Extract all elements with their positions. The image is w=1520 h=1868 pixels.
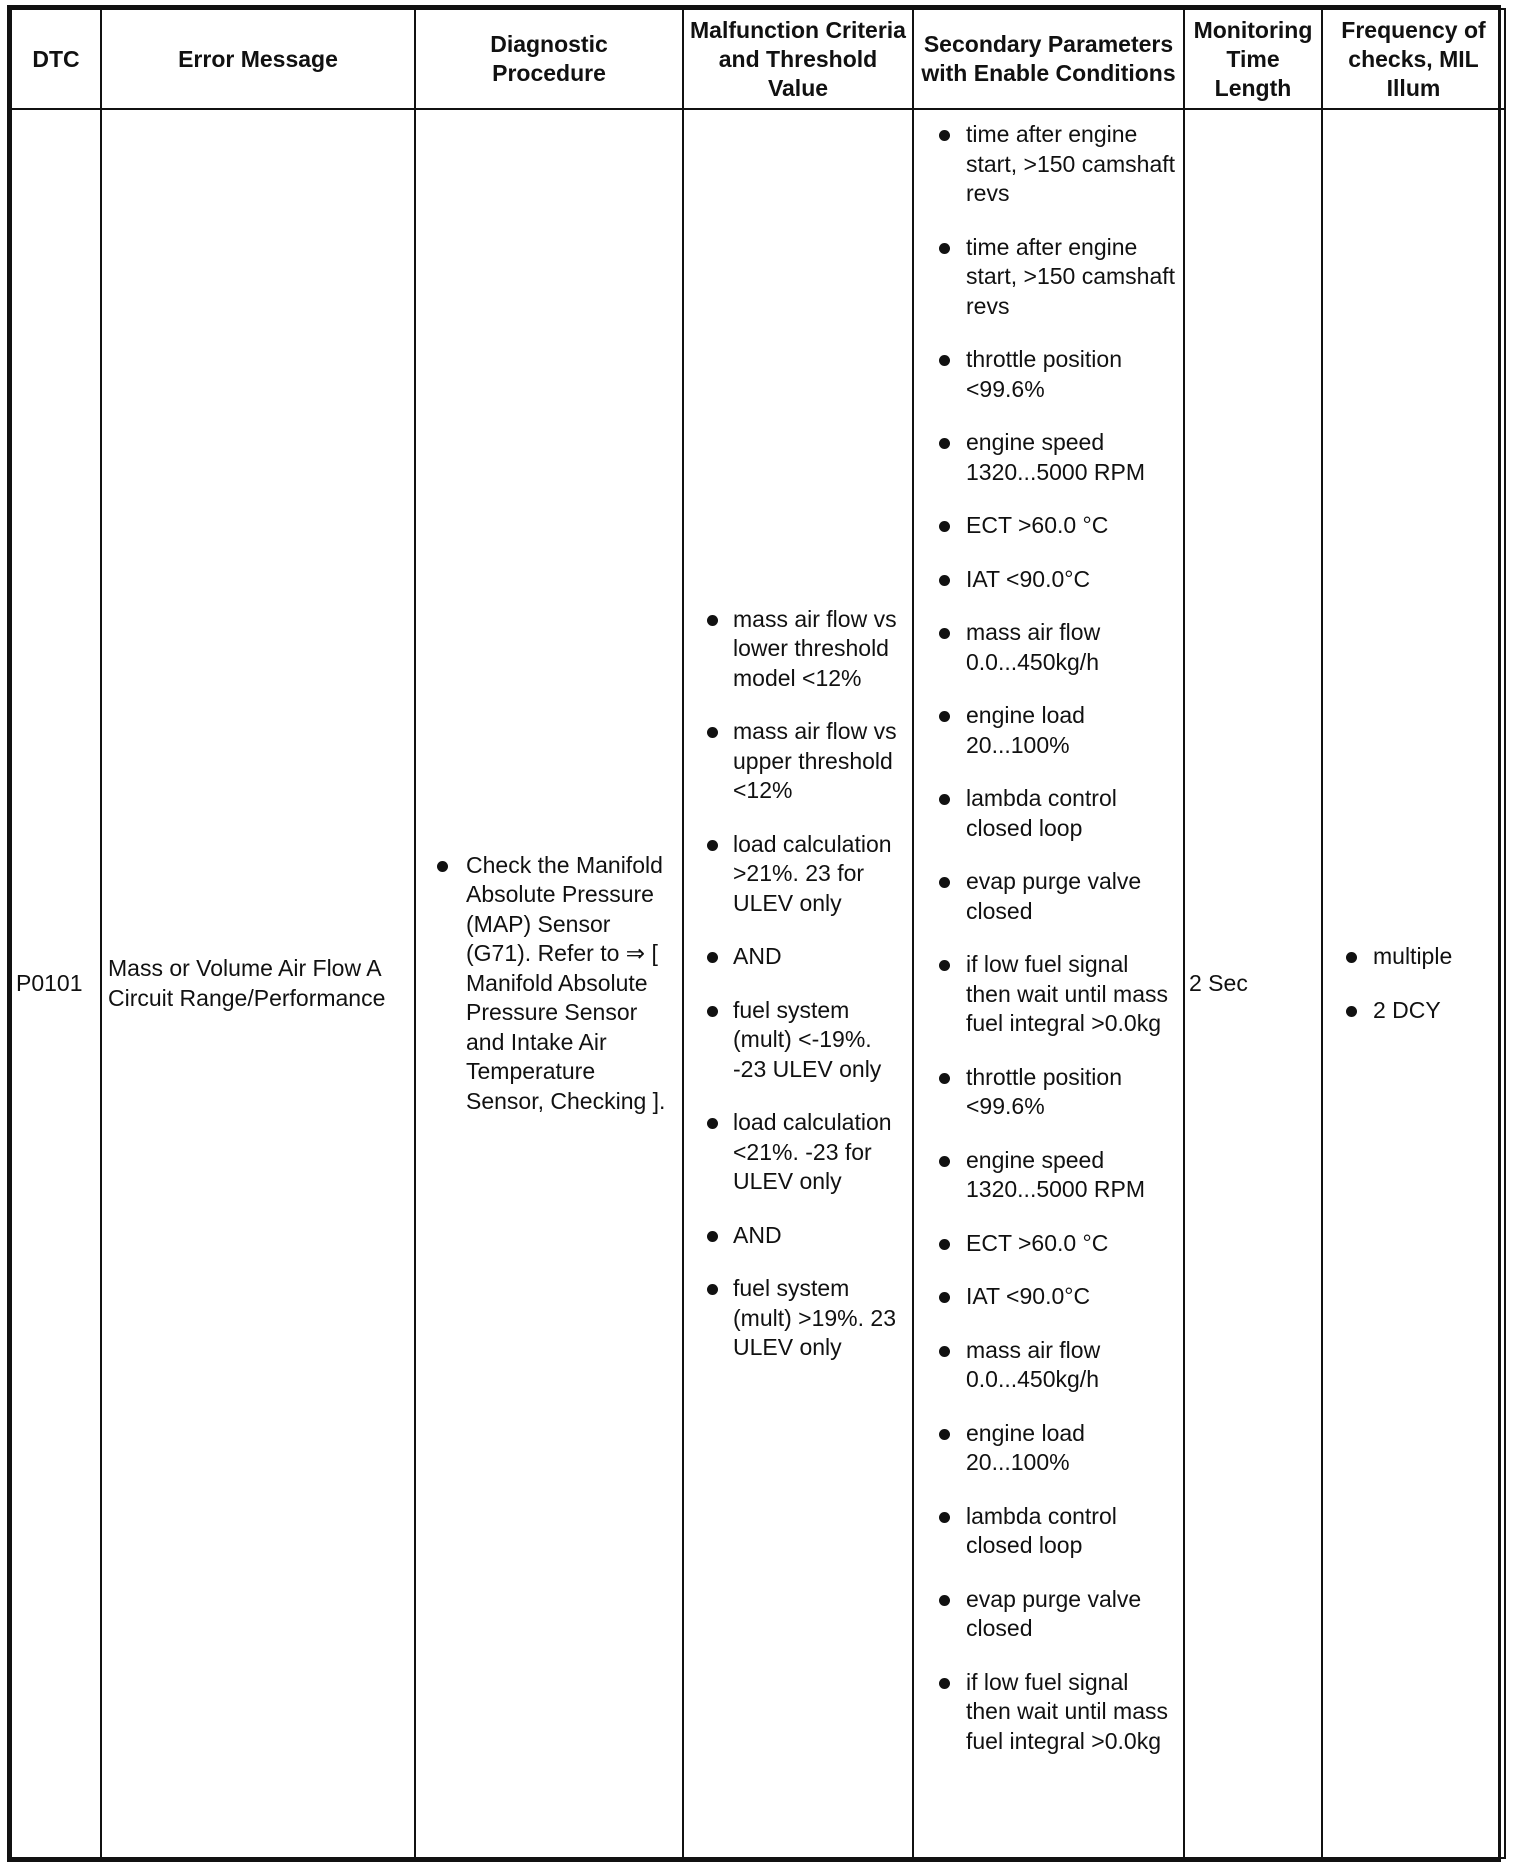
cell-monitoring-time: 2 Sec (1184, 109, 1322, 1858)
cell-malfunction-criteria (683, 109, 913, 1858)
dtc-table (10, 8, 1506, 1859)
list-item: fuel system (mult) <-19%. -23 ULEV only (702, 996, 908, 1085)
list-item: throttle position <99.6% (934, 345, 1177, 404)
secondary-parameters-list (934, 120, 1177, 1756)
cell-frequency (1322, 109, 1505, 1858)
list-item: evap purge valve closed (934, 1585, 1177, 1644)
list-item: time after engine start, >150 camshaft revs (934, 120, 1177, 209)
frequency-list (1341, 942, 1498, 1025)
cell-secondary-parameters (913, 109, 1184, 1858)
list-item: load calculation <21%. -23 for ULEV only (702, 1108, 908, 1197)
list-item: load calculation >21%. 23 for ULEV only (702, 830, 908, 919)
list-item: IAT <90.0°C (934, 565, 1177, 595)
list-item: fuel system (mult) >19%. 23 ULEV only (702, 1274, 908, 1363)
cell-dtc: P0101 (11, 109, 101, 1858)
header-error-message: Error Message (101, 9, 415, 109)
list-item: lambda control closed loop (934, 1502, 1177, 1561)
list-item: if low fuel signal then wait until mass fuel integral >0.0kg (934, 950, 1177, 1039)
list-item: ECT >60.0 °C (934, 1229, 1177, 1259)
list-item: engine load 20...100% (934, 1419, 1177, 1478)
cell-error-message: Mass or Volume Air Flow A Circuit Range/Performance (101, 109, 415, 1858)
dtc-table-sheet (7, 5, 1501, 1862)
list-item: mass air flow vs lower threshold model <12% (702, 605, 908, 694)
header-frequency: Frequency of checks, MIL Illum (1322, 9, 1505, 109)
table-row (11, 109, 1505, 1858)
list-item: throttle position <99.6% (934, 1063, 1177, 1122)
list-item: mass air flow 0.0...450kg/h (934, 618, 1177, 677)
list-item: Check the Manifold Absolute Pressure (MAP) Sensor (G71). Refer to ⇒ [ Manifold Absolute Pressure Sensor and Intake Air Temperature Sensor, Checking ]. (432, 851, 672, 1117)
list-item: multiple (1341, 942, 1498, 972)
header-diagnostic-procedure: Diagnostic Procedure (415, 9, 683, 109)
list-item: 2 DCY (1341, 996, 1498, 1026)
list-item: mass air flow vs upper threshold <12% (702, 717, 908, 806)
list-item: lambda control closed loop (934, 784, 1177, 843)
header-secondary-parameters: Secondary Parameters with Enable Conditions (913, 9, 1184, 109)
cell-diagnostic-procedure (415, 109, 683, 1858)
list-item: time after engine start, >150 camshaft revs (934, 233, 1177, 322)
list-item: ECT >60.0 °C (934, 511, 1177, 541)
list-item: engine speed 1320...5000 RPM (934, 428, 1177, 487)
list-item: AND (702, 1221, 908, 1251)
header-malfunction-criteria: Malfunction Criteria and Threshold Value (683, 9, 913, 109)
list-item: engine load 20...100% (934, 701, 1177, 760)
list-item: mass air flow 0.0...450kg/h (934, 1336, 1177, 1395)
malfunction-criteria-list (702, 605, 908, 1363)
list-item: engine speed 1320...5000 RPM (934, 1146, 1177, 1205)
list-item: evap purge valve closed (934, 867, 1177, 926)
header-dtc: DTC (11, 9, 101, 109)
list-item: AND (702, 942, 908, 972)
list-item: IAT <90.0°C (934, 1282, 1177, 1312)
header-row (11, 9, 1505, 109)
list-item: if low fuel signal then wait until mass fuel integral >0.0kg (934, 1668, 1177, 1757)
diagnostic-procedure-list (432, 851, 672, 1117)
header-monitoring-time: Monitoring Time Length (1184, 9, 1322, 109)
